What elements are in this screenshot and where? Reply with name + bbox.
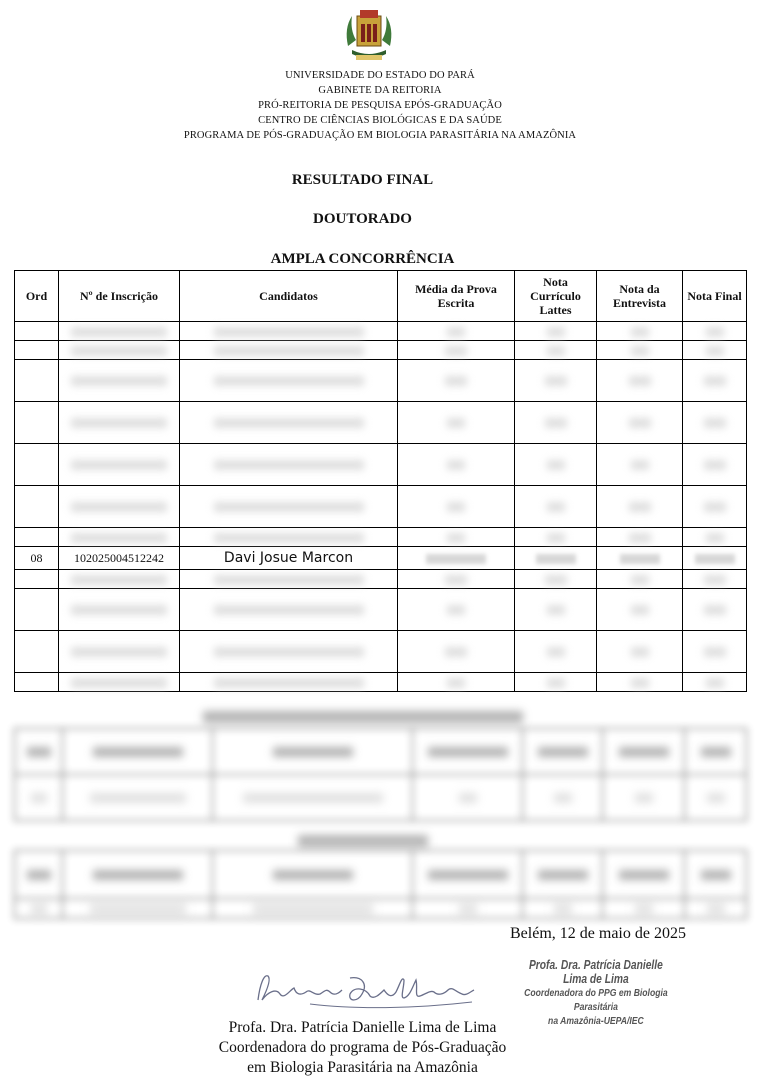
table-row (15, 486, 747, 528)
header-line-centro: CENTRO DE CIÊNCIAS BIOLÓGICAS E DA SAÚDE (258, 115, 502, 126)
header-line-programa: PROGRAMA DE PÓS-GRADUAÇÃO EM BIOLOGIA PARASITÁRIA NA AMAZÔNIA (183, 130, 577, 141)
table-row-highlighted (15, 547, 747, 570)
header-candidatos: Candidatos (180, 271, 398, 322)
signatory-role-line1: Coordenadora do programa de Pós-Graduação (218, 1039, 507, 1056)
table-row (15, 775, 747, 821)
header-line-university: UNIVERSIDADE DO ESTADO DO PARÁ (285, 70, 475, 81)
results-table (14, 270, 747, 692)
university-crest-icon (342, 6, 396, 64)
handwritten-signature (250, 966, 480, 1014)
table-row (15, 341, 747, 360)
redacted-rows-bottom (15, 570, 747, 692)
header-inscricao: Nº de Inscrição (59, 271, 180, 322)
row-curriculo-redacted (515, 547, 597, 570)
table-row (15, 528, 747, 547)
redacted-table-3 (14, 850, 747, 919)
header-final: Nota Final (683, 271, 747, 322)
signatory-role-line2: em Biologia Parasitária na Amazônia (247, 1059, 478, 1076)
header-media: Média da Prova Escrita (398, 271, 515, 322)
table-header-row (15, 851, 747, 899)
table-row (15, 673, 747, 692)
row-media-redacted (398, 547, 515, 570)
signatory-name: Profa. Dra. Patrícia Danielle Lima de Lima (228, 1019, 497, 1036)
result-title: RESULTADO FINAL (291, 172, 434, 188)
table-row (15, 589, 747, 631)
redacted-section-title-3 (0, 832, 725, 848)
header-line-pro-reitoria: PRÓ-REITORIA DE PESQUISA EPÓS-GRADUAÇÃO (258, 100, 502, 111)
row-entrevista-redacted (597, 547, 683, 570)
redacted-section-title-2 (0, 708, 725, 724)
table-row (15, 444, 747, 486)
redacted-table-2 (14, 728, 747, 821)
table-row (15, 899, 747, 919)
category-title: AMPLA CONCORRÊNCIA (270, 251, 455, 267)
redacted-rows-top (15, 322, 747, 547)
row-final-redacted (683, 547, 747, 570)
header-entrevista: Nota da Entrevista (597, 271, 683, 322)
row-candidate-name: Davi Josue Marcon (180, 547, 398, 570)
institution-header (0, 68, 760, 143)
header-line-gabinete: GABINETE DA REITORIA (318, 85, 442, 96)
stamp-line-institution: na Amazônia-UEPA/IEC (548, 1015, 644, 1027)
table-row (15, 570, 747, 589)
header-curriculo: Nota Currículo Lattes (515, 271, 597, 322)
table-row (15, 631, 747, 673)
signature-block (0, 1018, 725, 1078)
table-header-row (15, 729, 747, 775)
header-ord: Ord (15, 271, 59, 322)
table-row (15, 360, 747, 402)
stamp-line-role: Coordenadora do PPG em Biologia Parasitária (524, 987, 668, 1013)
table-row (15, 402, 747, 444)
row-ord: 08 (15, 547, 59, 570)
level-title: DOUTORADO (313, 211, 412, 227)
table-row (15, 322, 747, 341)
row-inscricao: 102025004512242 (59, 547, 180, 570)
table-header-row (15, 271, 747, 322)
stamp-line-name: Profa. Dra. Patrícia Danielle Lima de Lima (528, 958, 663, 986)
document-date: Belém, 12 de maio de 2025 (510, 925, 686, 942)
